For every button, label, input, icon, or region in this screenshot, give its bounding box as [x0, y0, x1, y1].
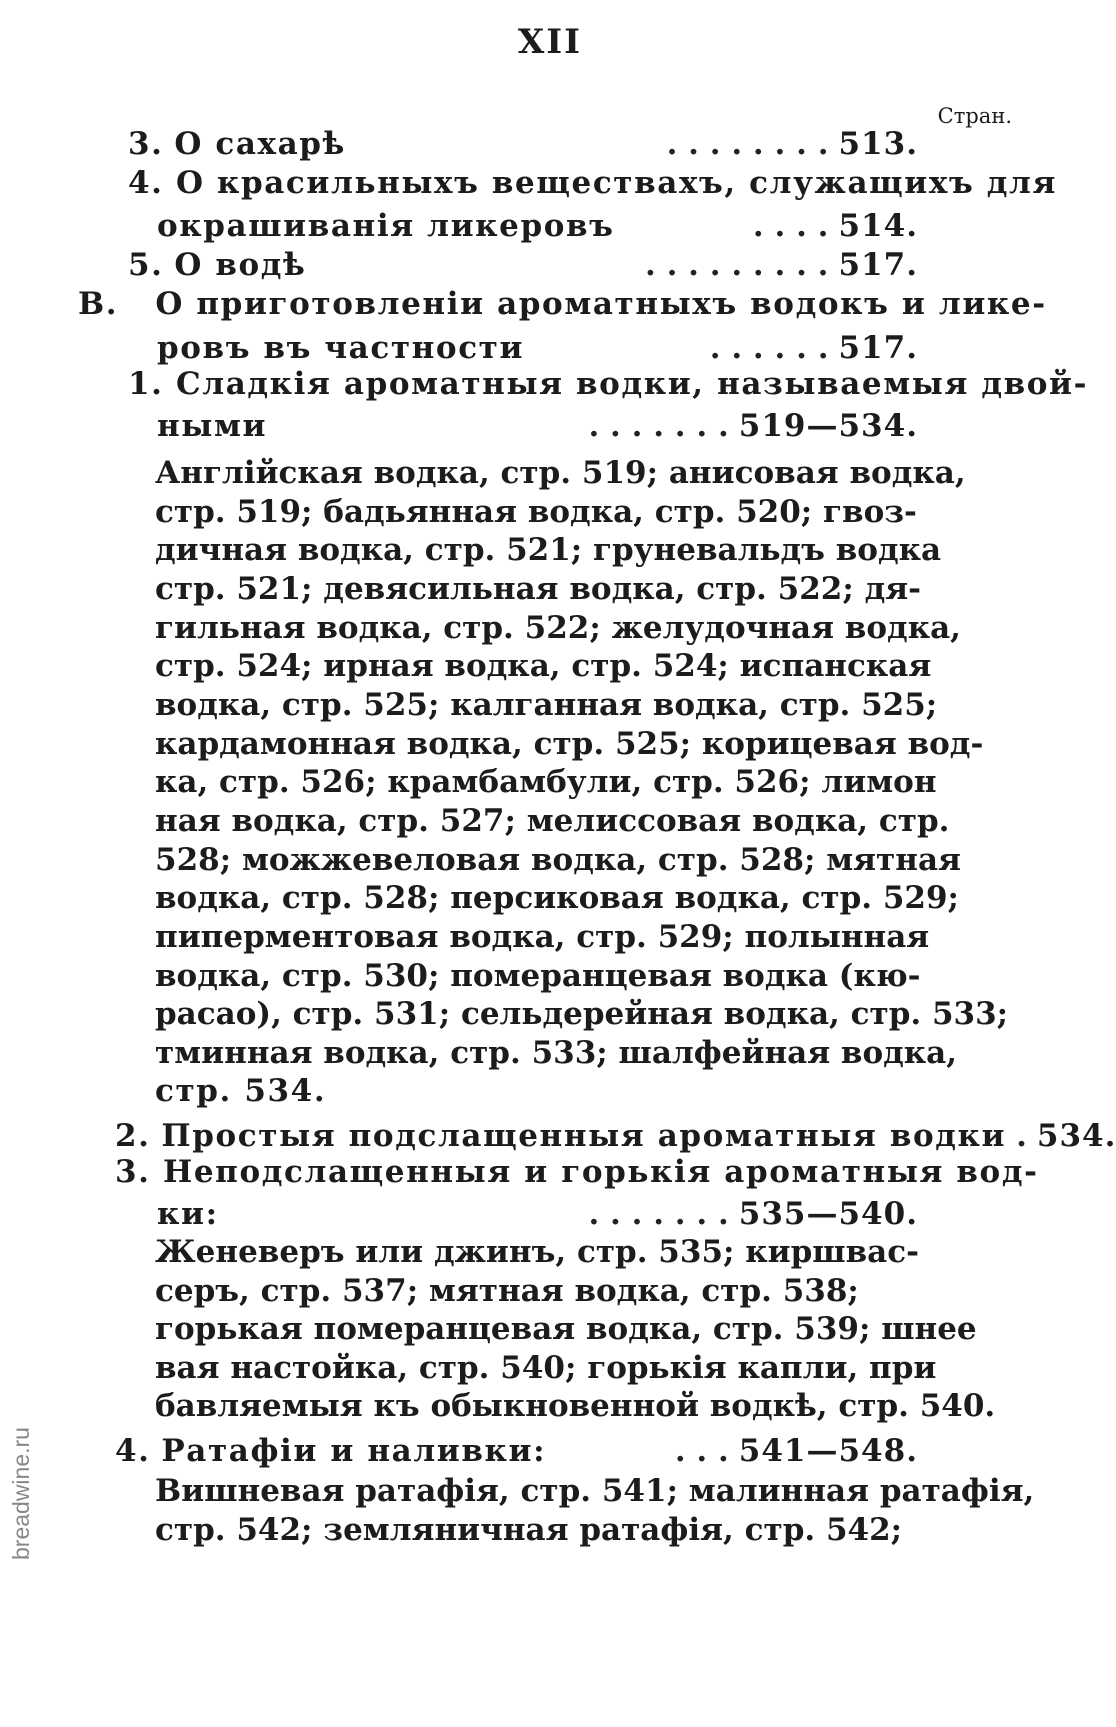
page-column-header: Стран. — [937, 104, 1012, 128]
toc-entry-sweet-line1 — [128, 366, 1089, 402]
detail-line: стр. 521; девясильная водка, стр. 522; дя- — [155, 571, 922, 607]
detail-line: Англійская водка, стр. 519; анисовая водка, — [155, 455, 966, 491]
toc-entry-simple — [115, 1118, 1116, 1154]
entry-title-cont: ными — [157, 408, 268, 444]
section-letter: B. — [78, 286, 119, 322]
entry-page: 519—534. — [738, 408, 918, 444]
detail-line: тминная водка, стр. 533; шалфейная водка, — [155, 1035, 958, 1071]
detail-line: 528; можжевеловая водка, стр. 528; мятная — [155, 842, 961, 878]
toc-section-b-line1 — [78, 286, 1047, 322]
entry-number: 4. — [115, 1433, 151, 1469]
detail-line: стр. 519; бадьянная водка, стр. 520; гвоз- — [155, 494, 917, 530]
toc-entry-sugar — [128, 126, 918, 162]
entry-page: 534. — [1036, 1118, 1116, 1154]
entry-leader: . . . . . . . — [588, 408, 729, 444]
entry-leader: . . . . . . . — [588, 1196, 729, 1232]
detail-line: расао), стр. 531; сельдерейная водка, стр. 533; — [155, 996, 1009, 1032]
entry-page: 513. — [838, 126, 918, 162]
entry-page: 514. — [838, 208, 918, 244]
entry-leader: . . . — [674, 1433, 729, 1469]
toc-entry-bitter-line2 — [157, 1196, 918, 1232]
entry-title: Сладкія ароматныя водки, называемыя двой- — [175, 366, 1089, 402]
section-title-cont: ровъ въ частности — [157, 330, 525, 366]
detail-line: стр. 542; земляничная ратафія, стр. 542; — [155, 1512, 903, 1548]
entry-page: 535—540. — [738, 1196, 918, 1232]
entry-title: Ратафіи и наливки: — [161, 1433, 547, 1469]
detail-line: дичная водка, стр. 521; груневальдъ водка — [155, 532, 942, 568]
entry-leader: . . . . — [752, 208, 829, 244]
entry-leader: . . . . . . . . — [666, 126, 829, 162]
toc-entry-dyes-line1 — [128, 165, 1057, 201]
detail-line: стр. 524; ирная водка, стр. 524; испанская — [155, 648, 932, 684]
entry-title-cont: окрашиванія ликеровъ — [157, 208, 615, 244]
detail-line: водка, стр. 528; персиковая водка, стр. 529; — [155, 880, 960, 916]
toc-entry-water — [128, 247, 918, 283]
detail-line: ка, стр. 526; крамбамбули, стр. 526; лимон — [155, 764, 937, 800]
detail-line: горькая померанцевая водка, стр. 539; шнее — [155, 1311, 977, 1347]
toc-entry-ratafia — [115, 1433, 918, 1469]
detail-line: кардамонная водка, стр. 525; корицевая вод- — [155, 726, 984, 762]
entry-page: 541—548. — [738, 1433, 918, 1469]
detail-line: вая настойка, стр. 540; горькія капли, при — [155, 1350, 937, 1386]
entry-number: 2. — [115, 1118, 151, 1154]
detail-line: пиперментовая водка, стр. 529; полынная — [155, 919, 930, 955]
toc-entry-bitter-line1 — [115, 1154, 1039, 1190]
entry-title: О сахарѣ — [174, 126, 346, 162]
toc-entry-sweet-line2 — [157, 408, 918, 444]
entry-leader: . — [1016, 1118, 1027, 1154]
entry-title: О водѣ — [174, 247, 307, 283]
entry-number: 1. — [128, 366, 164, 402]
detail-line: водка, стр. 530; померанцевая водка (кю- — [155, 958, 921, 994]
entry-number: 3. — [115, 1154, 151, 1190]
section-title: О приготовленіи ароматныхъ водокъ и лике- — [155, 286, 1047, 322]
detail-line: ная водка, стр. 527; мелиссовая водка, стр. — [155, 803, 950, 839]
detail-line: гильная водка, стр. 522; желудочная водка, — [155, 610, 961, 646]
toc-section-b-line2 — [157, 330, 918, 366]
detail-line: Вишневая ратафія, стр. 541; малинная ратафія, — [155, 1473, 1035, 1509]
entry-leader: . . . . . . . . . — [645, 247, 829, 283]
detail-line: Женеверъ или джинъ, стр. 535; киршвас- — [155, 1234, 919, 1270]
site-watermark: breadwine.ru — [8, 1427, 34, 1560]
detail-line: стр. 534. — [155, 1073, 327, 1109]
page-number: XII — [517, 22, 583, 62]
entry-page: 517. — [838, 330, 918, 366]
entry-leader: . . . . . . — [709, 330, 829, 366]
entry-number: 4. — [128, 165, 164, 201]
entry-page: 517. — [838, 247, 918, 283]
detail-line: бавляемыя къ обыкновенной водкѣ, стр. 540. — [155, 1388, 996, 1424]
detail-line: серъ, стр. 537; мятная водка, стр. 538; — [155, 1273, 859, 1309]
detail-line: водка, стр. 525; калганная водка, стр. 525; — [155, 687, 938, 723]
entry-title-cont: ки: — [157, 1196, 219, 1232]
entry-title: Простыя подслащенныя ароматныя водки — [161, 1118, 1007, 1154]
entry-number: 3. — [128, 126, 164, 162]
entry-number: 5. — [128, 247, 164, 283]
toc-entry-dyes-line2 — [157, 208, 918, 244]
entry-title: О красильныхъ веществахъ, служащихъ для — [175, 165, 1057, 201]
entry-title: Неподслащенныя и горькія ароматныя вод- — [162, 1154, 1039, 1190]
